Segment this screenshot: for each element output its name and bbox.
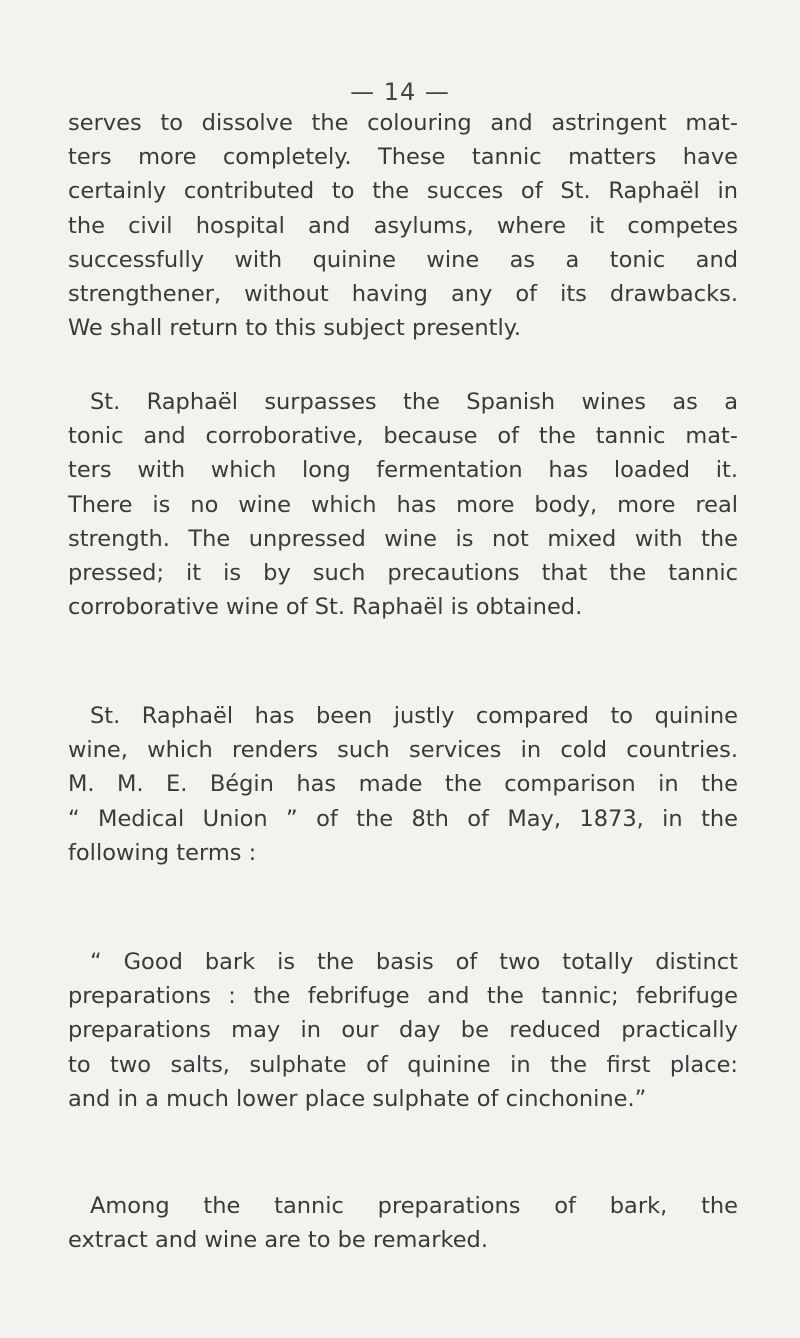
text-line: M. M. E. Bégin has made the comparison in the <box>68 771 738 798</box>
paragraph-5 <box>68 1189 738 1257</box>
text-line: and in a much lower place sulphate of cinchonine.” <box>68 1085 647 1112</box>
text-line: pressed; it is by such precautions that the tannic <box>68 560 738 587</box>
text-line: tonic and corroborative, because of the tannic mat- <box>68 423 738 450</box>
text-line: corroborative wine of St. Raphaël is obtained. <box>68 594 583 621</box>
text-line: to two salts, sulphate of quinine in the first place: <box>68 1051 738 1078</box>
text-line: certainly contributed to the succes of St. Raphaël in <box>68 178 738 205</box>
text-line: ters with which long fermentation has loaded it. <box>68 457 738 484</box>
text-line: following terms : <box>68 839 257 866</box>
paragraph-3 <box>68 699 738 870</box>
text-line: strength. The unpressed wine is not mixed with the <box>68 525 738 552</box>
text-line: strengthener, without having any of its drawbacks. <box>68 281 738 308</box>
text-line: serves to dissolve the colouring and astringent mat- <box>68 110 738 136</box>
paragraph-1 <box>68 106 738 345</box>
text-line: St. Raphaël surpasses the Spanish wines as a <box>90 389 738 415</box>
text-line: Among the tannic preparations of bark, the <box>90 1193 738 1219</box>
text-line: There is no wine which has more body, more real <box>68 491 738 518</box>
page-number: — 14 — <box>350 78 450 106</box>
text-line: preparations may in our day be reduced practically <box>68 1017 738 1044</box>
text-line: the civil hospital and asylums, where it competes <box>68 212 738 239</box>
quotation-paragraph <box>68 945 738 1116</box>
text-line: “ Good bark is the basis of two totally distinct <box>90 949 738 975</box>
paragraph-2 <box>68 385 738 624</box>
text-line: We shall return to this subject presently. <box>68 315 521 342</box>
text-line: wine, which renders such services in cold countries. <box>68 737 738 764</box>
text-line: extract and wine are to be remarked. <box>68 1227 488 1254</box>
text-line: successfully with quinine wine as a tonic and <box>68 246 738 273</box>
text-line: preparations : the febrifuge and the tannic; febrifuge <box>68 983 738 1010</box>
text-line: ters more completely. These tannic matters have <box>68 144 738 171</box>
text-line: St. Raphaël has been justly compared to quinine <box>90 703 738 729</box>
text-line: “ Medical Union ” of the 8th of May, 1873, in the <box>68 805 738 832</box>
